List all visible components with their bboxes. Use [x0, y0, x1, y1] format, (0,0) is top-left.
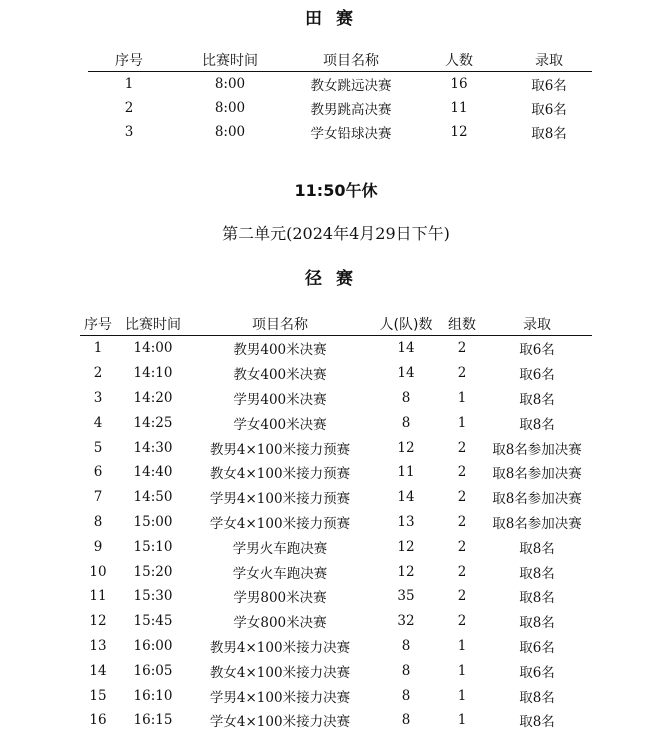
cell-count: 11: [450, 100, 468, 116]
header-index: 序号: [80, 312, 116, 336]
cell-qualify: 取8名: [519, 540, 555, 557]
cell-count: 8: [401, 389, 411, 406]
cell-count: 8: [401, 687, 411, 704]
cell-qualify: 取8名参加决赛: [492, 441, 582, 458]
cell-time: 16:10: [133, 687, 173, 704]
table-row: [80, 435, 592, 460]
cell-index: 15: [89, 687, 107, 704]
cell-qualify: 取8名参加决赛: [492, 515, 582, 532]
cell-groups: 1: [457, 637, 467, 654]
header-qualify: 录取: [506, 49, 592, 72]
cell-index: 16: [89, 712, 107, 729]
header-groups: 组数: [442, 312, 482, 336]
cell-event: 学男800米决赛: [233, 590, 327, 607]
cell-groups: 2: [457, 513, 467, 530]
cell-time: 8:00: [214, 76, 246, 92]
cell-count: 12: [397, 563, 415, 580]
table-row: [80, 634, 592, 659]
cell-qualify: 取8名: [519, 416, 555, 433]
cell-index: 2: [93, 365, 103, 382]
cell-event: 教男4×100米接力预赛: [209, 441, 351, 458]
table-row: [80, 460, 592, 485]
cell-count: 13: [397, 513, 415, 530]
cell-event: 教女跳远决赛: [310, 78, 392, 94]
cell-time: 15:10: [133, 538, 173, 555]
cell-event: 学女火车跑决赛: [232, 565, 328, 582]
cell-index: 4: [93, 414, 103, 431]
cell-event: 学女铅球决赛: [310, 126, 392, 142]
cell-time: 15:00: [133, 513, 173, 530]
cell-count: 14: [397, 365, 415, 382]
cell-event: 学女4×100米接力预赛: [209, 515, 351, 532]
cell-groups: 2: [457, 365, 467, 382]
cell-event: 学女400米决赛: [233, 416, 327, 433]
cell-time: 14:25: [133, 414, 173, 431]
cell-groups: 1: [457, 662, 467, 679]
table-row: [80, 361, 592, 386]
cell-qualify: 取8名: [519, 565, 555, 582]
cell-groups: 2: [457, 340, 467, 357]
cell-count: 8: [401, 712, 411, 729]
track-events-table: [80, 312, 592, 733]
cell-index: 6: [93, 464, 103, 481]
cell-count: 35: [397, 588, 415, 605]
cell-groups: 2: [457, 489, 467, 506]
cell-qualify: 取6名: [531, 102, 567, 118]
cell-index: 7: [93, 489, 103, 506]
cell-count: 12: [450, 124, 468, 140]
table-header-row: [88, 49, 592, 72]
cell-event: 学男400米决赛: [233, 391, 327, 408]
cell-event: 学女800米决赛: [233, 615, 327, 632]
table-row: [88, 72, 592, 97]
cell-time: 16:15: [133, 712, 173, 729]
header-time: 比赛时间: [116, 312, 190, 336]
cell-event: 学男火车跑决赛: [232, 540, 328, 557]
cell-count: 12: [397, 439, 415, 456]
cell-time: 15:45: [133, 613, 173, 630]
cell-qualify: 取8名: [519, 590, 555, 607]
cell-time: 8:00: [214, 124, 246, 140]
table-row: [80, 485, 592, 510]
cell-groups: 2: [457, 538, 467, 555]
cell-time: 14:20: [133, 389, 173, 406]
cell-event: 教男跳高决赛: [310, 102, 392, 118]
table-row: [80, 559, 592, 584]
cell-qualify: 取8名: [519, 714, 555, 731]
table-row: [88, 96, 592, 120]
table-row: [80, 683, 592, 708]
cell-event: 教男4×100米接力决赛: [209, 639, 351, 656]
cell-groups: 2: [457, 464, 467, 481]
table-row: [80, 410, 592, 435]
table-row: [80, 584, 592, 609]
field-events-table: [88, 49, 592, 144]
field-section-title: 田赛: [305, 9, 367, 29]
cell-qualify: 取6名: [519, 664, 555, 681]
cell-index: 9: [93, 538, 103, 555]
header-time: 比赛时间: [170, 49, 290, 72]
cell-index: 14: [89, 662, 107, 679]
cell-count: 11: [397, 464, 415, 481]
cell-count: 16: [450, 76, 468, 92]
cell-time: 14:40: [133, 464, 173, 481]
track-section-title: 径赛: [305, 269, 367, 289]
table-header-row: [80, 312, 592, 336]
cell-qualify: 取6名: [519, 639, 555, 656]
cell-event: 教女4×100米接力预赛: [209, 466, 351, 483]
cell-index: 3: [124, 124, 134, 140]
cell-time: 15:20: [133, 563, 173, 580]
unit-label: 第二单元(2024年4月29日下午): [222, 224, 450, 243]
table-row: [80, 534, 592, 559]
lunch-break-label: 11:50午休: [294, 181, 378, 200]
cell-groups: 1: [457, 389, 467, 406]
cell-count: 8: [401, 414, 411, 431]
cell-qualify: 取6名: [519, 367, 555, 384]
cell-time: 15:30: [133, 588, 173, 605]
cell-index: 10: [89, 563, 107, 580]
cell-time: 8:00: [214, 100, 246, 116]
cell-index: 12: [89, 613, 107, 630]
cell-count: 8: [401, 662, 411, 679]
table-row: [80, 510, 592, 535]
table-row: [80, 336, 592, 361]
cell-event: 学女4×100米接力决赛: [209, 714, 351, 731]
field-table-body: [88, 72, 592, 145]
cell-index: 1: [124, 76, 134, 92]
table-row: [80, 658, 592, 683]
header-index: 序号: [88, 49, 170, 72]
cell-groups: 2: [457, 613, 467, 630]
table-row: [80, 386, 592, 411]
cell-time: 14:10: [133, 365, 173, 382]
cell-event: 教女400米决赛: [233, 367, 327, 384]
cell-qualify: 取6名: [531, 78, 567, 94]
cell-count: 14: [397, 340, 415, 357]
header-count: 人(队)数: [370, 312, 442, 336]
cell-time: 14:00: [133, 340, 173, 357]
cell-groups: 2: [457, 588, 467, 605]
table-row: [80, 708, 592, 733]
cell-groups: 1: [457, 687, 467, 704]
table-row: [80, 609, 592, 634]
track-table-body: [80, 336, 592, 733]
cell-qualify: 取8名参加决赛: [492, 466, 582, 483]
cell-count: 32: [397, 613, 415, 630]
cell-index: 8: [93, 513, 103, 530]
cell-qualify: 取8名: [519, 391, 555, 408]
cell-qualify: 取8名参加决赛: [492, 491, 582, 508]
cell-time: 16:00: [133, 637, 173, 654]
cell-index: 1: [93, 340, 103, 357]
header-qualify: 录取: [482, 312, 592, 336]
header-count: 人数: [412, 49, 506, 72]
cell-qualify: 取8名: [519, 615, 555, 632]
cell-time: 16:05: [133, 662, 173, 679]
cell-count: 12: [397, 538, 415, 555]
cell-qualify: 取6名: [519, 342, 555, 359]
cell-qualify: 取8名: [531, 126, 567, 142]
cell-index: 3: [93, 389, 103, 406]
cell-qualify: 取8名: [519, 689, 555, 706]
cell-event: 学男4×100米接力预赛: [209, 491, 351, 508]
cell-index: 2: [124, 100, 134, 116]
cell-count: 14: [397, 489, 415, 506]
header-event: 项目名称: [290, 49, 412, 72]
cell-time: 14:50: [133, 489, 173, 506]
cell-time: 14:30: [133, 439, 173, 456]
cell-groups: 1: [457, 712, 467, 729]
header-event: 项目名称: [190, 312, 370, 336]
cell-groups: 2: [457, 563, 467, 580]
table-row: [88, 120, 592, 144]
cell-groups: 1: [457, 414, 467, 431]
cell-index: 13: [89, 637, 107, 654]
cell-count: 8: [401, 637, 411, 654]
cell-index: 5: [93, 439, 103, 456]
cell-event: 学男4×100米接力决赛: [209, 689, 351, 706]
cell-event: 教女4×100米接力决赛: [209, 664, 351, 681]
cell-event: 教男400米决赛: [233, 342, 327, 359]
cell-index: 11: [89, 588, 107, 605]
cell-groups: 2: [457, 439, 467, 456]
